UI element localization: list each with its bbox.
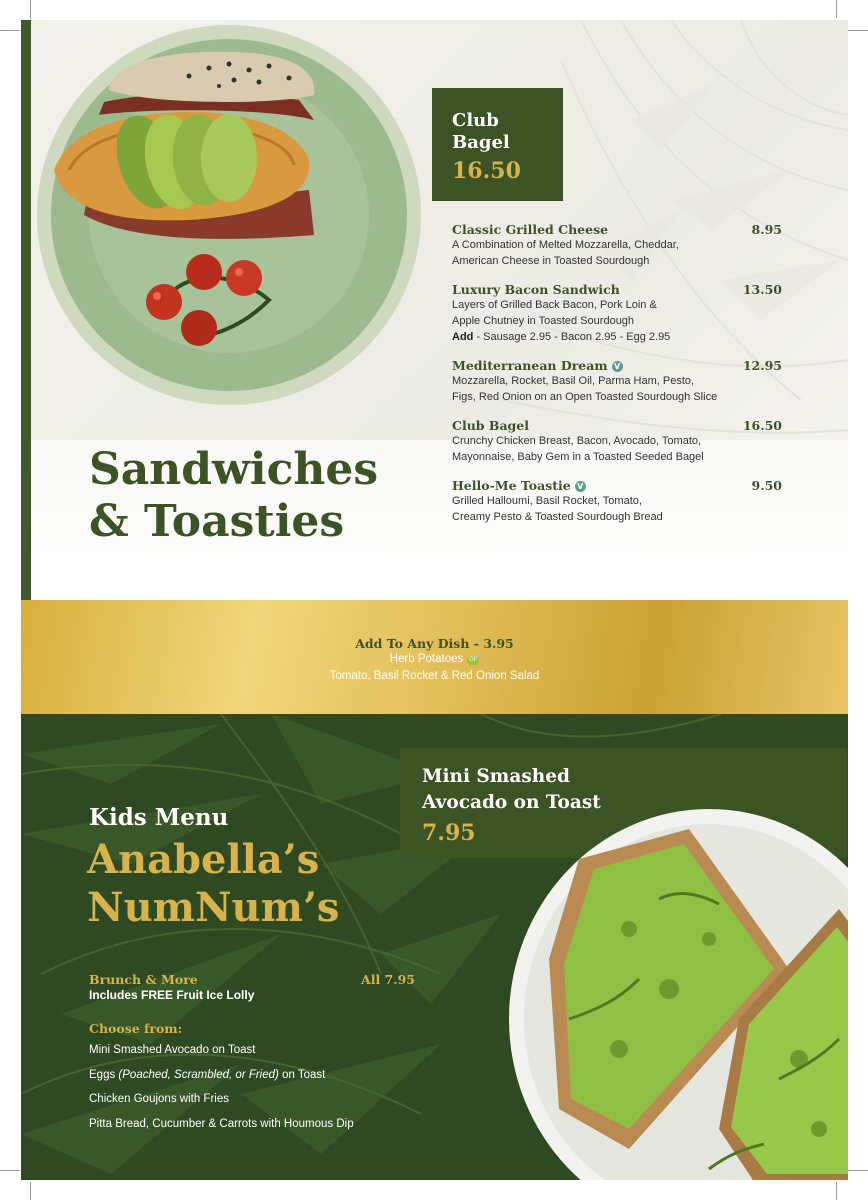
menu-item [452,282,782,345]
brunch-title: Brunch & More [89,972,198,987]
section-title-line1: Sandwiches [89,444,379,495]
kids-title-line1: Anabella’s [87,836,320,883]
item-desc-line: Layers of Grilled Back Bacon, Pork Loin & [452,299,657,311]
crop-mark [0,1170,20,1171]
brunch-heading [89,972,415,987]
kids-title-line2: NumNum’s [87,884,340,931]
feature-name-line1: Mini Smashed [422,766,570,787]
crop-mark [30,0,31,18]
option-text: Chicken Goujons with Fries [89,1093,229,1106]
item-name: Classic Grilled Cheese [452,222,609,237]
item-name: Luxury Bacon Sandwich [452,282,620,297]
item-name [452,478,586,493]
option-text: Eggs [89,1068,119,1081]
item-desc-line: A Combination of Melted Mozzarella, Cheddar, [452,239,679,251]
menu-item [452,222,782,269]
option-text: Mini Smashed Avocado on Toast [89,1044,256,1056]
menu-item [452,478,782,525]
crop-mark [848,30,868,31]
addon-line1-text: Herb Potatoes [389,653,464,665]
feature-price: 16.50 [452,158,521,184]
item-description [452,237,782,269]
brunch-block [89,972,415,1002]
list-item [89,1118,354,1143]
item-description [452,433,782,465]
item-desc-line: Apple Chutney in Toasted Sourdough [452,315,635,327]
vegetarian-icon: V [612,361,623,372]
addon-label: Add [452,331,474,343]
item-description [452,493,782,525]
list-item [89,1044,354,1069]
option-text: Pitta Bread, Cucumber & Carrots with Houmous Dip [89,1118,354,1131]
feature-price: 7.95 [422,820,476,846]
item-desc-line: Crunchy Chicken Breast, Bacon, Avocado, Tomato, [452,435,702,447]
item-desc-line: Mozzarella, Rocket, Basil Oil, Parma Ham, Pesto, [452,375,695,387]
item-price: 9.50 [751,478,782,493]
item-price: 8.95 [751,222,782,237]
option-text-end: on Toast [278,1068,326,1081]
item-price: 16.50 [742,418,782,433]
item-price: 12.95 [742,358,782,373]
addon-banner [21,600,848,714]
choose-heading: Choose from: [89,1021,183,1036]
gluten-free-icon: GF [469,657,478,663]
kids-menu-label: Kids Menu [89,804,229,831]
option-detail: (Poached, Scrambled, or Fried) [118,1068,279,1081]
menu-page [21,20,848,1180]
brunch-subtitle: Includes FREE Fruit Ice Lolly [89,988,255,1002]
crop-mark [848,1170,868,1171]
club-bagel-photo [29,20,429,415]
avocado-toast-photo [509,809,848,1180]
addon-text: - Sausage 2.95 - Bacon 2.95 - Egg 2.95 [473,331,671,343]
feature-name [452,110,552,154]
sandwiches-section [21,20,848,600]
item-desc-line: Figs, Red Onion on an Open Toasted Sourdough Slice [452,391,718,403]
item-desc-line: American Cheese in Toasted Sourdough [452,255,650,267]
addon-title: Add To Any Dish - 3.95 [355,636,514,651]
section-title-line2: & Toasties [89,496,345,547]
item-price: 13.50 [742,282,782,297]
crop-mark [0,30,20,31]
feature-name-line1: Club [452,110,499,131]
crop-mark [836,0,837,18]
kids-options-list [89,1044,354,1143]
list-item [89,1093,354,1118]
item-addons [452,329,782,345]
menu-item [452,418,782,465]
club-bagel-feature-box [432,88,563,201]
feature-name-line2: Bagel [452,132,510,153]
item-name [452,358,623,373]
list-item [89,1069,354,1094]
kids-menu-section [21,714,848,1180]
item-name-text: Hello-Me Toastie [452,478,571,493]
kids-menu-title [87,836,339,932]
menu-item [452,358,782,405]
addon-line1 [21,653,848,665]
item-desc-line: Grilled Halloumi, Basil Rocket, Tomato, [452,495,642,507]
brunch-price: All 7.95 [361,972,415,987]
feature-name-line2: Avocado on Toast [422,792,601,813]
crop-mark [836,1182,837,1200]
addon-line2: Tomato, Basil Rocket & Red Onion Salad [329,670,540,682]
section-title [89,444,378,548]
vegetarian-icon: V [575,481,586,492]
item-name: Club Bagel [452,418,529,433]
item-name-text: Mediterranean Dream [452,358,608,373]
crop-mark [30,1182,31,1200]
item-desc-line: Creamy Pesto & Toasted Sourdough Bread [452,511,663,523]
sandwich-items-list [452,222,782,538]
item-desc-line: Mayonnaise, Baby Gem in a Toasted Seeded Bagel [452,451,704,463]
item-description [452,373,782,405]
item-description [452,297,782,345]
